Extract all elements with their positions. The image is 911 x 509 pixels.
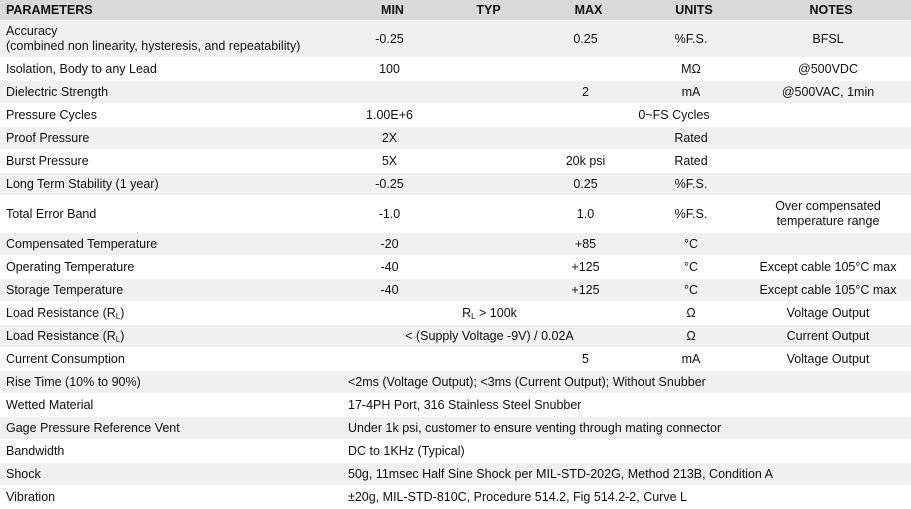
long-term-stability-typ — [437, 173, 534, 196]
accuracy-notes: BFSL — [745, 21, 911, 58]
bandwidth-span: DC to 1KHz (Typical) — [342, 440, 911, 463]
isolation-typ — [437, 58, 534, 81]
long-term-stability-min: -0.25 — [342, 173, 437, 196]
row-load-resistance-current — [0, 325, 911, 348]
param-current-consumption: Current Consumption — [0, 348, 342, 371]
isolation-notes: @500VDC — [745, 58, 911, 81]
row-long-term-stability — [0, 173, 911, 196]
row-storage-temp — [0, 279, 911, 302]
param-accuracy-line1: Accuracy — [6, 24, 58, 38]
accuracy-min: -0.25 — [342, 21, 437, 58]
burst-pressure-max: 20k psi — [534, 150, 637, 173]
param-dielectric: Dielectric Strength — [0, 81, 342, 104]
param-load-resistance-current-end: ) — [120, 329, 125, 343]
storage-temp-max: +125 — [534, 279, 637, 302]
dielectric-notes: @500VAC, 1min — [745, 81, 911, 104]
proof-pressure-max — [534, 127, 637, 150]
row-operating-temp — [0, 256, 911, 279]
operating-temp-min: -40 — [342, 256, 437, 279]
row-vibration — [0, 486, 911, 509]
current-consumption-units: mA — [637, 348, 745, 371]
header-max: MAX — [534, 0, 637, 21]
isolation-max — [534, 58, 637, 81]
current-consumption-typ — [437, 348, 534, 371]
row-pressure-cycles — [0, 104, 911, 127]
param-compensated-temp: Compensated Temperature — [0, 233, 342, 256]
operating-temp-typ — [437, 256, 534, 279]
total-error-band-units: %F.S. — [637, 196, 745, 233]
param-burst-pressure: Burst Pressure — [0, 150, 342, 173]
current-consumption-notes: Voltage Output — [745, 348, 911, 371]
param-load-resistance-current-text: Load Resistance (R — [6, 329, 116, 343]
compensated-temp-min: -20 — [342, 233, 437, 256]
header-notes: NOTES — [745, 0, 911, 21]
param-shock: Shock — [0, 463, 342, 486]
operating-temp-units: °C — [637, 256, 745, 279]
param-load-resistance-voltage — [0, 302, 342, 325]
dielectric-typ — [437, 81, 534, 104]
header-units: UNITS — [637, 0, 745, 21]
row-dielectric — [0, 81, 911, 104]
pressure-cycles-span: 0~FS Cycles — [437, 104, 911, 127]
row-proof-pressure — [0, 127, 911, 150]
compensated-temp-max: +85 — [534, 233, 637, 256]
long-term-stability-notes — [745, 173, 911, 196]
gage-vent-span: Under 1k psi, customer to ensure venting through mating connector — [342, 417, 911, 440]
row-total-error-band — [0, 196, 911, 233]
accuracy-typ — [437, 21, 534, 58]
header-parameters: PARAMETERS — [0, 0, 342, 21]
isolation-min: 100 — [342, 58, 437, 81]
storage-temp-notes: Except cable 105°C max — [745, 279, 911, 302]
total-error-band-typ — [437, 196, 534, 233]
wetted-material-span: 17-4PH Port, 316 Stainless Steel Snubber — [342, 394, 911, 417]
isolation-units: MΩ — [637, 58, 745, 81]
burst-pressure-min: 5X — [342, 150, 437, 173]
proof-pressure-notes — [745, 127, 911, 150]
dielectric-max: 2 — [534, 81, 637, 104]
param-total-error-band: Total Error Band — [0, 196, 342, 233]
row-current-consumption — [0, 348, 911, 371]
header-min: MIN — [342, 0, 437, 21]
param-load-resistance-voltage-end: ) — [120, 306, 125, 320]
pressure-cycles-min: 1.00E+6 — [342, 104, 437, 127]
row-accuracy — [0, 21, 911, 58]
param-wetted-material: Wetted Material — [0, 394, 342, 417]
param-load-resistance-current — [0, 325, 342, 348]
param-gage-vent: Gage Pressure Reference Vent — [0, 417, 342, 440]
accuracy-max: 0.25 — [534, 21, 637, 58]
load-resistance-voltage-notes: Voltage Output — [745, 302, 911, 325]
param-load-resistance-voltage-sub: L — [115, 312, 121, 321]
operating-temp-max: +125 — [534, 256, 637, 279]
row-burst-pressure — [0, 150, 911, 173]
total-error-band-max: 1.0 — [534, 196, 637, 233]
burst-pressure-units: Rated — [637, 150, 745, 173]
compensated-temp-typ — [437, 233, 534, 256]
param-rise-time: Rise Time (10% to 90%) — [0, 371, 342, 394]
row-load-resistance-voltage — [0, 302, 911, 325]
param-pressure-cycles: Pressure Cycles — [0, 104, 342, 127]
load-resistance-current-units: Ω — [637, 325, 745, 348]
compensated-temp-units: °C — [637, 233, 745, 256]
proof-pressure-min: 2X — [342, 127, 437, 150]
load-resistance-voltage-range-prefix: R — [462, 306, 472, 320]
param-proof-pressure: Proof Pressure — [0, 127, 342, 150]
current-consumption-min — [342, 348, 437, 371]
param-storage-temp: Storage Temperature — [0, 279, 342, 302]
param-load-resistance-voltage-text: Load Resistance (R — [6, 306, 116, 320]
current-consumption-max: 5 — [534, 348, 637, 371]
param-bandwidth: Bandwidth — [0, 440, 342, 463]
total-error-band-notes-line2: temperature range — [776, 214, 880, 228]
load-resistance-current-range: < (Supply Voltage -9V) / 0.02A — [342, 325, 637, 348]
load-resistance-current-notes: Current Output — [745, 325, 911, 348]
param-operating-temp: Operating Temperature — [0, 256, 342, 279]
long-term-stability-units: %F.S. — [637, 173, 745, 196]
accuracy-units: %F.S. — [637, 21, 745, 58]
operating-temp-notes: Except cable 105°C max — [745, 256, 911, 279]
burst-pressure-notes — [745, 150, 911, 173]
row-rise-time — [0, 371, 911, 394]
param-isolation: Isolation, Body to any Lead — [0, 58, 342, 81]
storage-temp-units: °C — [637, 279, 745, 302]
row-compensated-temp — [0, 233, 911, 256]
row-gage-vent — [0, 417, 911, 440]
param-accuracy-line2: (combined non linearity, hysteresis, and repeatability) — [6, 39, 301, 53]
dielectric-units: mA — [637, 81, 745, 104]
load-resistance-voltage-range-suffix: > 100k — [475, 306, 517, 320]
row-isolation — [0, 58, 911, 81]
param-long-term-stability: Long Term Stability (1 year) — [0, 173, 342, 196]
total-error-band-notes — [745, 196, 911, 233]
load-resistance-voltage-range-sub: L — [471, 312, 476, 321]
storage-temp-min: -40 — [342, 279, 437, 302]
total-error-band-min: -1.0 — [342, 196, 437, 233]
proof-pressure-units: Rated — [637, 127, 745, 150]
storage-temp-typ — [437, 279, 534, 302]
row-shock — [0, 463, 911, 486]
param-load-resistance-current-sub: L — [115, 335, 121, 344]
load-resistance-voltage-units: Ω — [637, 302, 745, 325]
row-bandwidth — [0, 440, 911, 463]
header-row — [0, 0, 911, 21]
rise-time-span: <2ms (Voltage Output); <3ms (Current Output); Without Snubber — [342, 371, 911, 394]
header-typ: TYP — [437, 0, 534, 21]
vibration-span: ±20g, MIL-STD-810C, Procedure 514.2, Fig 514.2-2, Curve L — [342, 486, 911, 509]
compensated-temp-notes — [745, 233, 911, 256]
shock-span: 50g, 11msec Half Sine Shock per MIL-STD-202G, Method 213B, Condition A — [342, 463, 911, 486]
dielectric-min — [342, 81, 437, 104]
load-resistance-voltage-range — [342, 302, 637, 325]
burst-pressure-typ — [437, 150, 534, 173]
param-vibration: Vibration — [0, 486, 342, 509]
row-wetted-material — [0, 394, 911, 417]
param-accuracy — [0, 21, 342, 58]
long-term-stability-max: 0.25 — [534, 173, 637, 196]
proof-pressure-typ — [437, 127, 534, 150]
total-error-band-notes-line1: Over compensated — [775, 199, 881, 213]
